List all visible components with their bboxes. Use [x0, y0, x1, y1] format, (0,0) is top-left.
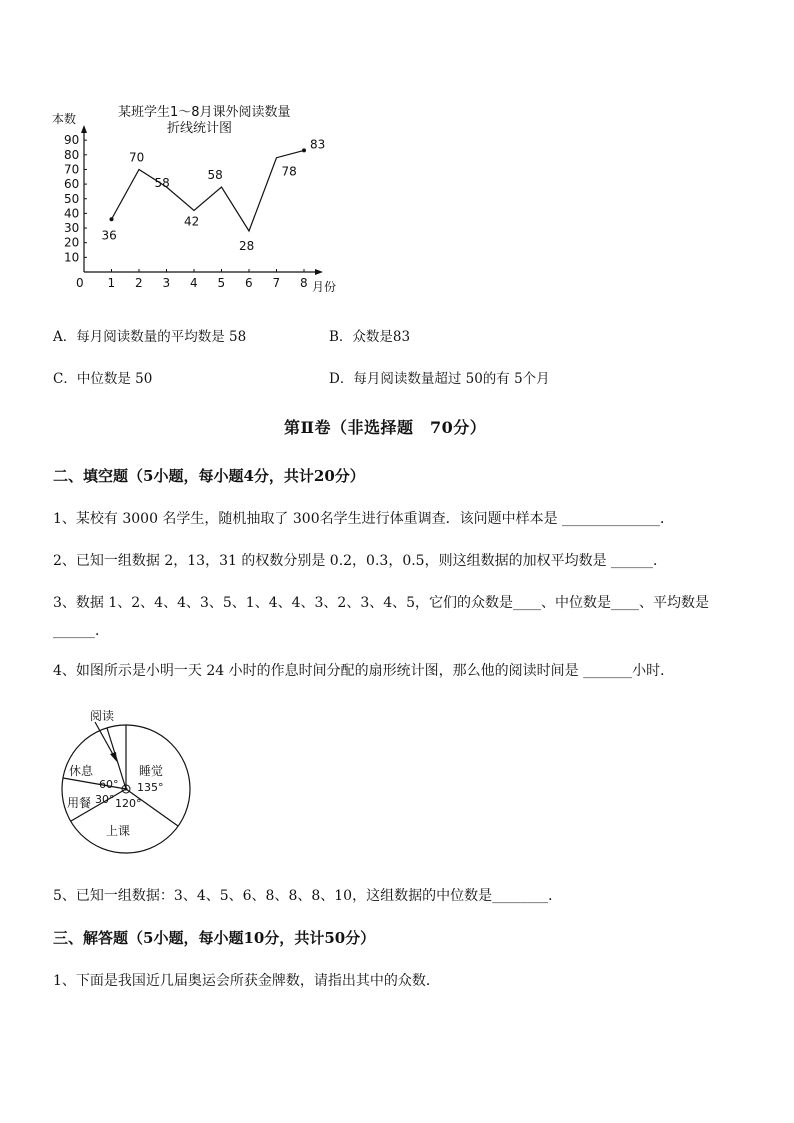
option-b: B．众数是83: [329, 329, 411, 345]
fill-question-3-line1: 3、数据 1、2、4、4、3、5、1、4、4、3、2、3、4、5，它们的众数是____、中位数是____、平均数是: [53, 595, 710, 611]
data-label: 58: [154, 176, 170, 191]
chart-title-line1: 某班学生1～8月课外阅读数量: [118, 105, 291, 120]
label-meal: 用餐: [67, 796, 92, 810]
data-label: 58: [207, 168, 223, 183]
x-tick-label: 3: [162, 276, 171, 290]
section-three-heading: 三、解答题（5小题，每小题10分，共计50分）: [53, 929, 376, 947]
y-tick-label: 80: [64, 147, 80, 162]
y-tick-label: 60: [64, 177, 80, 192]
data-label: 42: [184, 214, 200, 229]
data-label: 70: [129, 150, 145, 165]
y-tick-label: 20: [64, 235, 80, 250]
label-class: 上课: [106, 824, 131, 838]
angle-meal: 30°: [95, 793, 115, 806]
angle-sleep: 135°: [137, 781, 164, 794]
fill-question-2: 2、已知一组数据 2，13，31 的权数分别是 0.2，0.3，0.5，则这组数据的加权平均数是 ______．: [53, 553, 668, 569]
data-label: 78: [281, 164, 297, 179]
option-d: D．每月阅读数量超过 50的有 5个月: [329, 371, 550, 387]
x-tick-label: 2: [135, 276, 143, 290]
x-tick-label: 6: [245, 276, 253, 290]
x-axis-label: 月份: [312, 280, 337, 294]
y-tick-label: 70: [64, 162, 80, 177]
section-two-heading: 二、填空题（5小题，每小题4分，共计20分）: [53, 467, 365, 485]
y-axis-label: 本数: [52, 112, 77, 126]
data-label: 36: [101, 228, 117, 243]
x-axis-arrow: [315, 269, 323, 275]
data-label: 28: [239, 238, 255, 253]
data-labels: [102, 137, 326, 253]
data-label: 83: [310, 137, 326, 152]
series-endpoint: [302, 148, 306, 152]
reading-line-chart: [40, 95, 360, 300]
fill-question-4: 4、如图所示是小明一天 24 小时的作息时间分配的扇形统计图，那么他的阅读时间是 _______小时．: [53, 663, 675, 679]
fill-question-1: 1、某校有 3000 名学生，随机抽取了 300名学生进行体重调查．该问题中样本是 ______________．: [53, 511, 675, 527]
y-tick-label: 90: [64, 133, 80, 148]
y-tick-label: 40: [64, 206, 80, 221]
x-tick-label: 8: [300, 276, 308, 290]
part-two-title: 第Ⅱ卷（非选择题 70分）: [284, 418, 487, 437]
y-tick-label: 50: [64, 191, 80, 206]
fill-question-5: 5、已知一组数据：3、4、5、6、8、8、8、10，这组数据的中位数是________．: [53, 888, 563, 904]
label-reading: 阅读: [90, 709, 115, 723]
x-tick-label: 7: [272, 276, 281, 290]
reading-pointer-arrowhead: [110, 752, 117, 762]
option-c: C．中位数是 50: [53, 371, 153, 387]
label-sleep: 睡觉: [139, 764, 164, 778]
series-endpoint: [110, 217, 114, 221]
x-tick-label: 5: [217, 276, 226, 290]
reading-pointer: [95, 722, 115, 758]
center-dot: [125, 788, 128, 791]
y-tick-label: 30: [64, 221, 80, 236]
daily-schedule-pie-chart: [55, 700, 205, 860]
chart-title-line2: 折线统计图: [167, 121, 233, 136]
angle-class: 120°: [115, 797, 142, 810]
y-axis-arrow: [81, 125, 87, 133]
fill-question-3-line2: ______．: [53, 623, 109, 639]
x-tick-label: 0: [76, 276, 84, 290]
x-tick-label: 1: [107, 276, 116, 290]
label-rest: 休息: [69, 764, 94, 778]
angle-rest: 60°: [99, 778, 119, 791]
y-tick-label: 10: [64, 250, 80, 265]
x-tick-label: 4: [190, 276, 198, 290]
option-a: A．每月阅读数量的平均数是 58: [53, 329, 247, 345]
answer-question-1: 1、下面是我国近几届奥运会所获金牌数，请指出其中的众数．: [53, 973, 440, 989]
